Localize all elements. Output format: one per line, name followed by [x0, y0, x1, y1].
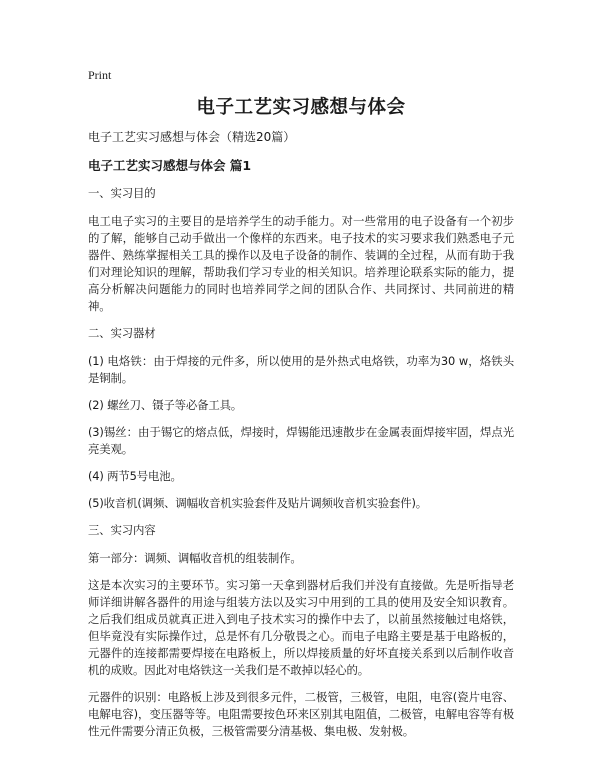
equipment-item-5: (5)收音机(调频、调幅收音机实验套件及贴片调频收音机实验套件)。: [88, 496, 428, 510]
equipment-item-1: (1) 电烙铁：由于焊接的元件多，所以使用的是外热式电烙铁，功率为30 w，烙铁头是铜制。: [88, 354, 514, 385]
paragraph-components: 元器件的识别：电路板上涉及到很多元件，二极管，三极管，电阻，电容(瓷片电容、电解电容)，变压器等等。电阻需要按色环来区别其电阻值，二极管，电解电容等有极性元件需要分清正负极，三极管需要分清基极、集电极、发射极。: [88, 690, 514, 738]
paragraph-purpose: 电工电子实习的主要目的是培养学生的动手能力。对一些常用的电子设备有一个初步的了解，能够自己动手做出一个像样的东西来。电子技术的实习要求我们熟悉电子元器件、熟练掌握相关工具的操作以及电子设备的制作、装调的全过程，从而有助于我们对理论知识的理解，帮助我们学习专业的相关知识。培养理论联系实际的能力，提高分析解决问题能力的同时也培养同学之间的团队合作、共同探讨、共同前进的精神。: [88, 214, 514, 313]
equipment-item-4: (4) 两节5号电池。: [88, 469, 182, 483]
paragraph-part1: 这是本次实习的主要环节。实习第一天拿到器材后我们并没有直接做。先是听指导老师详细讲解各器件的用途与组装方法以及实习中用到的工具的使用及安全知识教育。之后我们组成员就真正进入到电子技术实习的操作中去了，以前虽然接触过电烙铁，但毕竟没有实际操作过，总是怀有几分敬畏之心。而电子电路主要是基于电路板的，元器件的连接都需要焊接在电路板上，所以焊接质量的好坏直接关系到以后制作收音机的成败。因此对电烙铁这一关我们是不敢掉以轻心的。: [88, 578, 514, 677]
section-label-equipment: 二、实习器材: [88, 326, 156, 340]
equipment-item-3: (3)锡丝：由于锡它的熔点低，焊接时，焊锡能迅速散步在金属表面焊接牢固，焊点光亮美观。: [88, 425, 514, 456]
section-label-content: 三、实习内容: [88, 523, 156, 537]
print-link[interactable]: Print: [88, 68, 112, 82]
section-label-purpose: 一、实习目的: [88, 186, 156, 200]
page-title: 电子工艺实习感想与体会: [196, 97, 406, 118]
article-heading: 电子工艺实习感想与体会 篇1: [88, 158, 252, 173]
part1-label: 第一部分：调频、调幅收音机的组装制作。: [88, 551, 302, 565]
equipment-item-2: (2) 螺丝刀、镊子等必备工具。: [88, 398, 243, 412]
subtitle: 电子工艺实习感想与体会（精选20篇）: [88, 130, 296, 144]
